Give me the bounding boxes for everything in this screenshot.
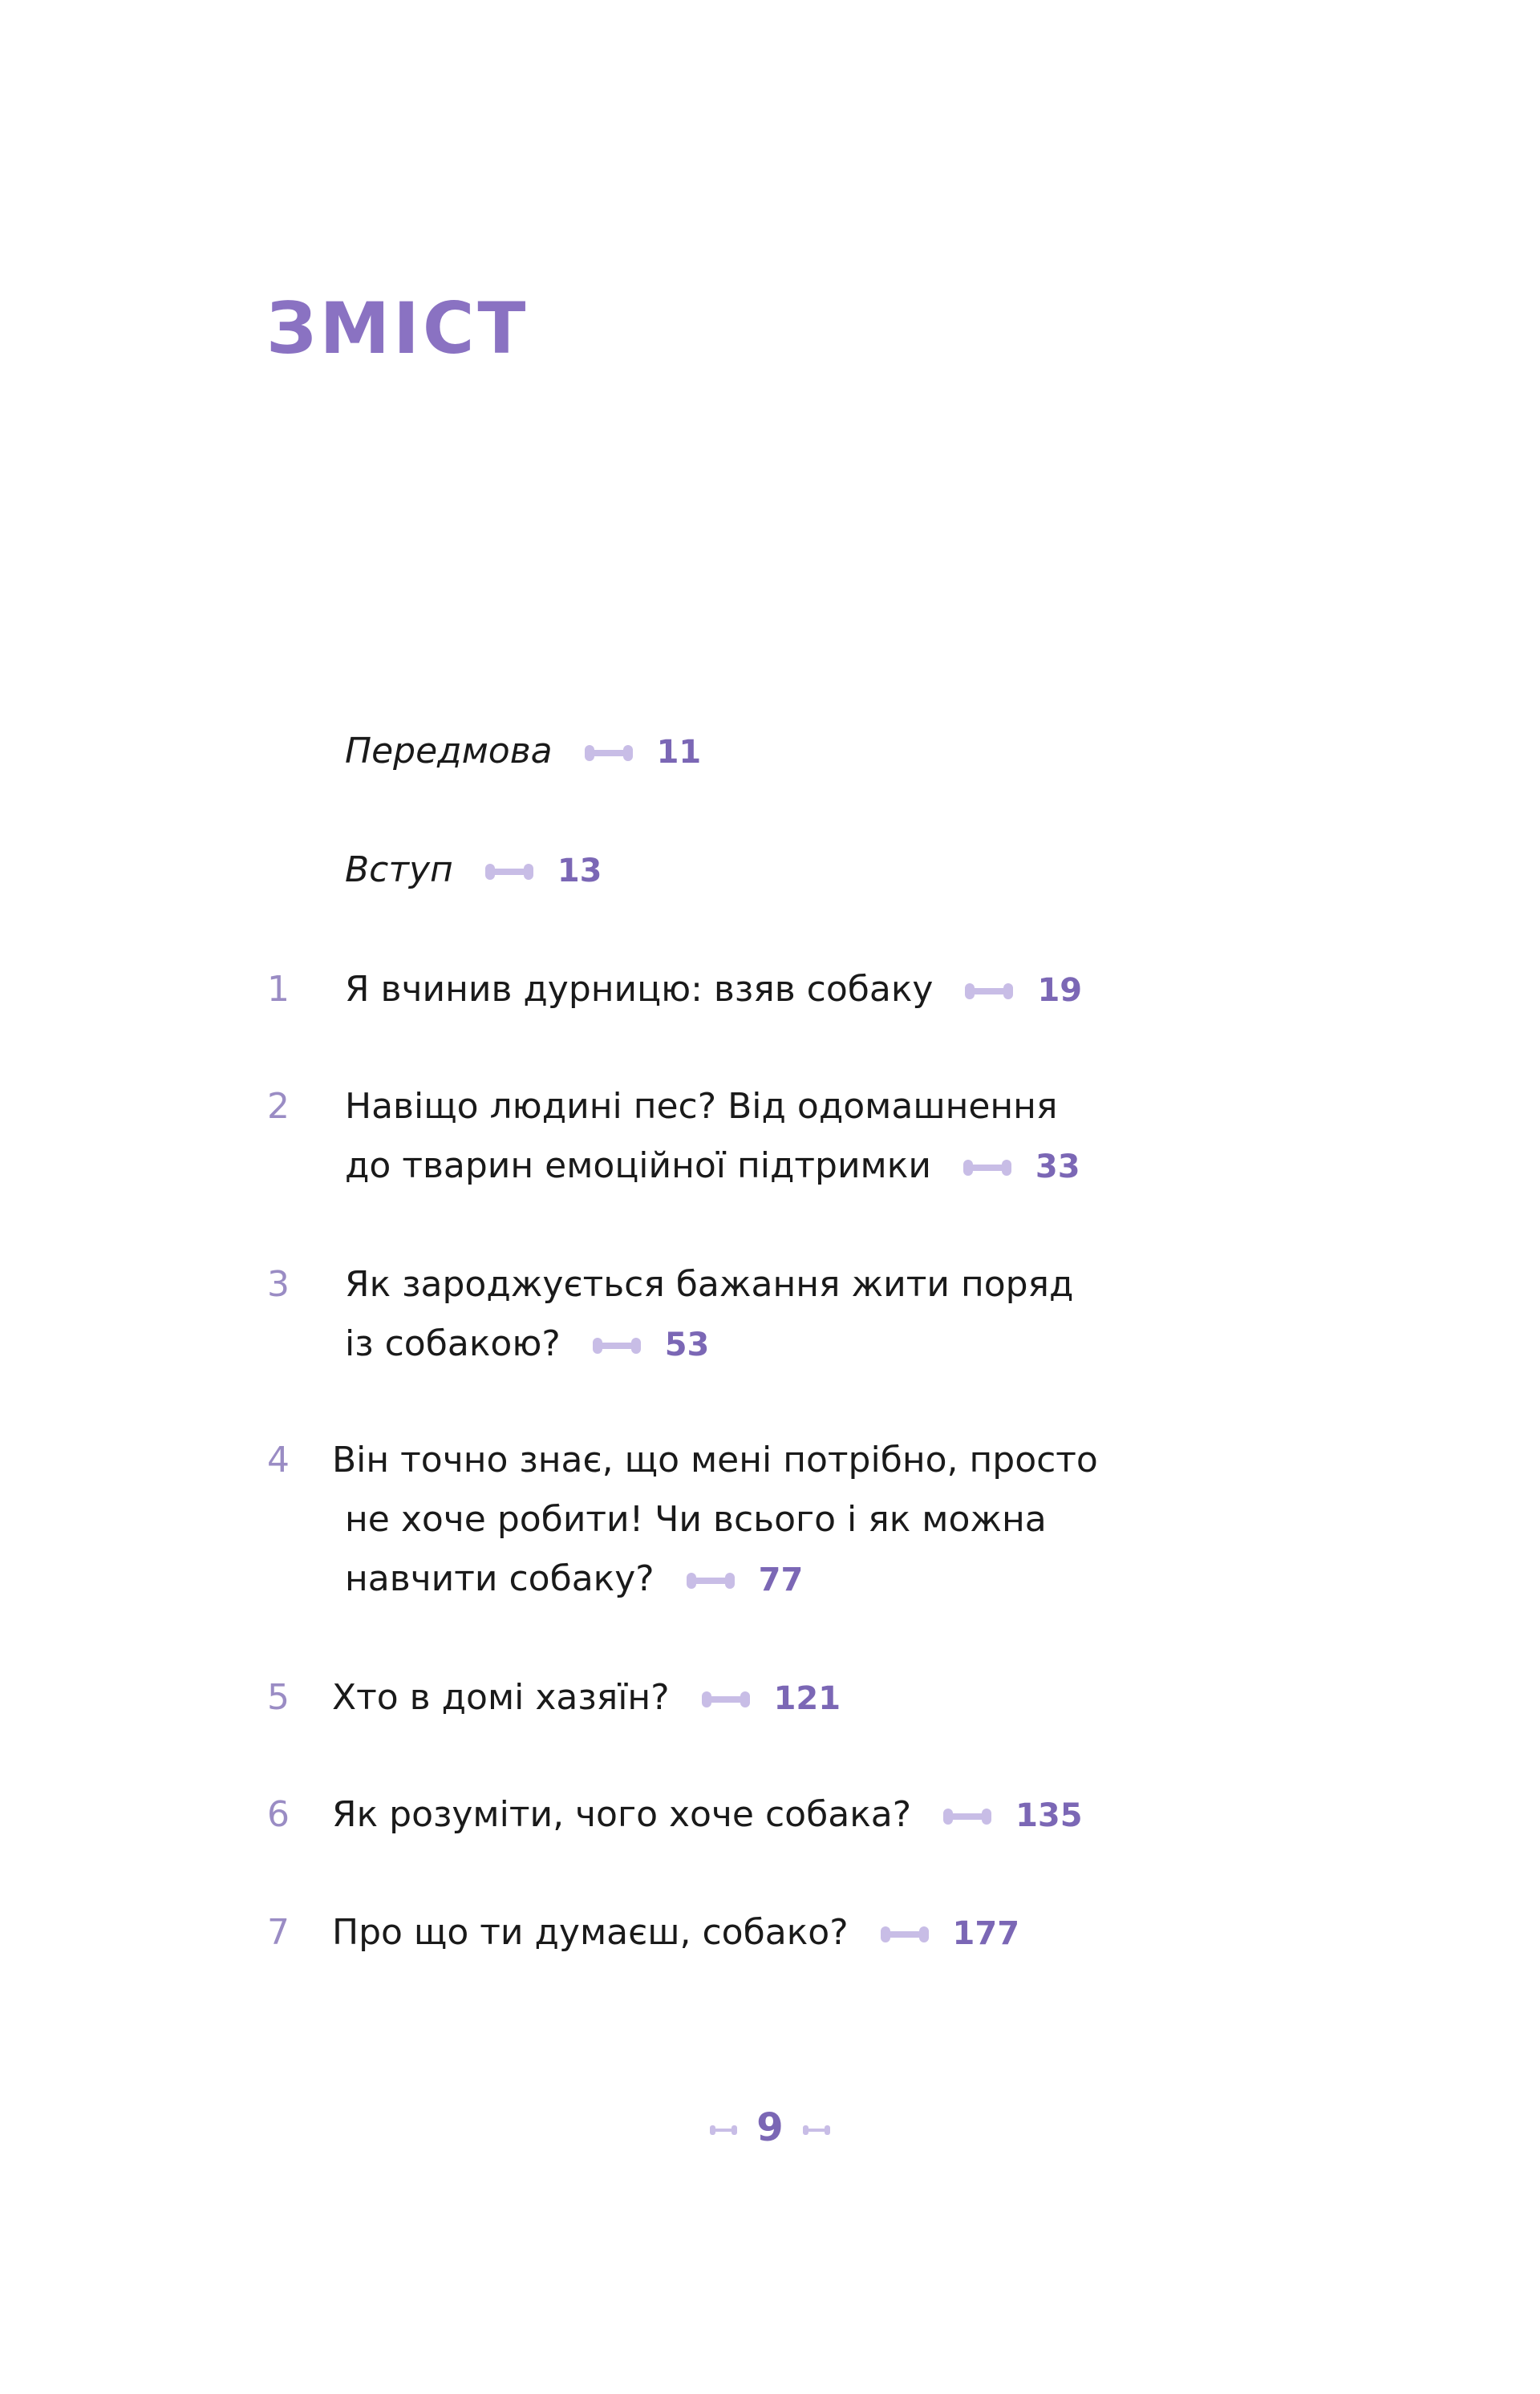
page-title: ЗМІСТ bbox=[266, 287, 529, 370]
entry-label-line: до тварин емоційної підтримки bbox=[345, 1145, 931, 1186]
bone-icon bbox=[687, 1575, 735, 1586]
entry-label: Хто в домі хазяїн? bbox=[332, 1677, 670, 1718]
entry-label-line: не хоче робити! Чи всього і як можна bbox=[345, 1499, 1047, 1540]
chapter-number: 6 bbox=[267, 1794, 290, 1835]
toc-entry-chapter-1[interactable] bbox=[345, 960, 1082, 1020]
bone-icon bbox=[965, 986, 1013, 997]
bone-icon bbox=[710, 2126, 737, 2134]
entry-label-line: Як зароджується бажання жити поряд bbox=[345, 1264, 1074, 1305]
toc-entry-chapter-7[interactable] bbox=[332, 1903, 1019, 1963]
toc-entry-chapter-2[interactable] bbox=[345, 1077, 1080, 1197]
toc-entry-introduction[interactable] bbox=[345, 841, 602, 901]
toc-entry-chapter-5[interactable] bbox=[332, 1668, 841, 1728]
entry-label: Вступ bbox=[345, 849, 453, 890]
entry-label-line: із собакою? bbox=[345, 1323, 561, 1364]
bone-icon bbox=[881, 1929, 929, 1940]
bone-icon bbox=[485, 866, 533, 877]
entry-page: 177 bbox=[952, 1915, 1020, 1952]
entry-label-line: Він точно знає, що мені потрібно, просто bbox=[332, 1440, 1098, 1481]
bone-icon bbox=[943, 1811, 991, 1822]
entry-page: 77 bbox=[758, 1562, 804, 1598]
toc-entry-chapter-3[interactable] bbox=[345, 1255, 1073, 1375]
chapter-number: 5 bbox=[267, 1677, 290, 1718]
entry-label: Про що ти думаєш, собако? bbox=[332, 1912, 849, 1953]
bone-icon bbox=[803, 2126, 830, 2134]
toc-entry-chapter-6[interactable] bbox=[332, 1785, 1083, 1845]
entry-label: Як розуміти, чого хоче собака? bbox=[332, 1794, 912, 1835]
toc-entry-chapter-4[interactable] bbox=[332, 1431, 1098, 1610]
entry-label: Я вчинив дурницю: взяв собаку bbox=[345, 969, 934, 1010]
entry-page: 11 bbox=[656, 734, 702, 771]
entry-label: Передмова bbox=[345, 731, 553, 772]
toc-entry-foreword[interactable] bbox=[345, 722, 701, 782]
entry-label-line: навчити собаку? bbox=[345, 1558, 654, 1599]
bone-icon bbox=[593, 1340, 641, 1351]
entry-label-line: Навіщо людині пес? Від одомашнення bbox=[345, 1086, 1058, 1127]
entry-page: 33 bbox=[1035, 1148, 1080, 1185]
chapter-number: 2 bbox=[267, 1086, 290, 1127]
bone-icon bbox=[702, 1694, 750, 1705]
chapter-number: 4 bbox=[267, 1440, 290, 1481]
bone-icon bbox=[963, 1162, 1011, 1173]
entry-page: 13 bbox=[557, 853, 602, 889]
entry-page: 135 bbox=[1015, 1797, 1083, 1834]
page-footer bbox=[0, 2105, 1540, 2150]
chapter-number: 7 bbox=[267, 1912, 290, 1953]
entry-page: 53 bbox=[664, 1327, 710, 1363]
bone-icon bbox=[585, 747, 633, 759]
entry-page: 19 bbox=[1037, 972, 1083, 1009]
page-number: 9 bbox=[756, 2105, 784, 2150]
chapter-number: 1 bbox=[267, 969, 290, 1010]
chapter-number: 3 bbox=[267, 1264, 290, 1305]
entry-page: 121 bbox=[773, 1680, 841, 1717]
